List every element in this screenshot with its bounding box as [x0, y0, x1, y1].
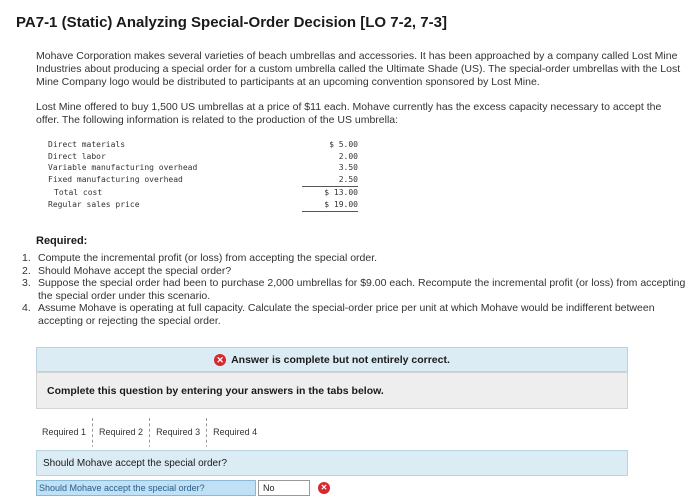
total-row: [48, 188, 358, 200]
answer-row: [36, 480, 330, 496]
cost-row: [48, 175, 358, 187]
item-number: 3.: [22, 277, 31, 289]
cost-label: Fixed manufacturing overhead: [48, 174, 183, 184]
cost-row: [48, 140, 358, 152]
total-label: Total cost: [54, 188, 103, 197]
tab-required-1[interactable]: Required 1: [42, 426, 87, 437]
x-circle-icon: ✕: [318, 482, 330, 494]
item-text: Suppose the special order had been to purchase 2,000 umbrellas for $9.00 each. Recompute the incremental profit (or loss) from accepting the special order under this scenario.: [38, 277, 686, 302]
underline: [302, 186, 358, 187]
question-bar: [36, 450, 628, 476]
answer-select[interactable]: No: [258, 480, 310, 496]
x-circle-icon: ✕: [214, 354, 226, 366]
instructions-text: Complete this question by entering your answers in the tabs below.: [47, 384, 384, 397]
cost-row: [48, 163, 358, 175]
list-item: [22, 265, 686, 278]
instructions-box: [36, 372, 628, 409]
total-value: $ 13.00: [324, 188, 358, 197]
cost-label: Direct labor: [48, 151, 106, 161]
list-item: [22, 277, 686, 302]
intro-paragraph: Mohave Corporation makes several varieties of beach umbrellas and accessories. It has been approached by a company called Lost Mine Industries about producing a special order for a custom umbrella called the Ultimate Shade (US). The special-order umbrellas with the Lost Mine Company logo would be distributed to participants at an upcoming convention sponsored by Lost Mine.: [36, 50, 681, 88]
item-number: 2.: [22, 264, 31, 277]
question-text: Should Mohave accept the special order?: [43, 457, 228, 469]
cost-label: Variable manufacturing overhead: [48, 163, 198, 172]
item-number: 4.: [22, 302, 31, 314]
item-number: 1.: [22, 252, 31, 264]
cost-value: 3.50: [338, 163, 358, 172]
offer-paragraph: Lost Mine offered to buy 1,500 US umbrellas at a price of $11 each. Mohave currently has the excess capacity necessary to accept the offer. The following information is related to the production of the US umbrella:: [36, 101, 662, 126]
page-title: PA7-1 (Static) Analyzing Special-Order Decision [LO 7-2, 7-3]: [16, 14, 447, 31]
price-row: [48, 200, 358, 212]
status-banner: [36, 347, 628, 372]
required-heading: Required:: [36, 235, 88, 247]
answer-label: Should Mohave accept the special order?: [36, 480, 256, 496]
status-text: Answer is complete but not entirely correct.: [231, 353, 450, 366]
tab-bar: [36, 418, 263, 448]
list-item: [22, 252, 686, 265]
cost-value: 2.50: [338, 174, 358, 184]
cost-value: $ 5.00: [329, 140, 358, 149]
double-underline: [302, 211, 358, 212]
item-text: Compute the incremental profit (or loss) from accepting the special order.: [38, 252, 378, 264]
tab-required-4[interactable]: Required 4: [213, 426, 258, 437]
item-text: Assume Mohave is operating at full capacity. Calculate the special-order price per unit at which Mohave would be indifferent between accepting or rejecting the special order.: [38, 302, 655, 327]
cost-row: [48, 152, 358, 164]
list-item: [22, 302, 686, 327]
tab-required-2[interactable]: Required 2: [92, 418, 150, 448]
price-value: $ 19.00: [324, 199, 358, 209]
cost-value: 2.00: [338, 151, 358, 161]
tab-required-3[interactable]: Required 3: [150, 418, 207, 448]
price-label: Regular sales price: [48, 199, 140, 209]
item-text: Should Mohave accept the special order?: [38, 264, 232, 277]
cost-table: [48, 140, 358, 211]
cost-label: Direct materials: [48, 140, 126, 149]
requirements-list: [22, 252, 686, 327]
